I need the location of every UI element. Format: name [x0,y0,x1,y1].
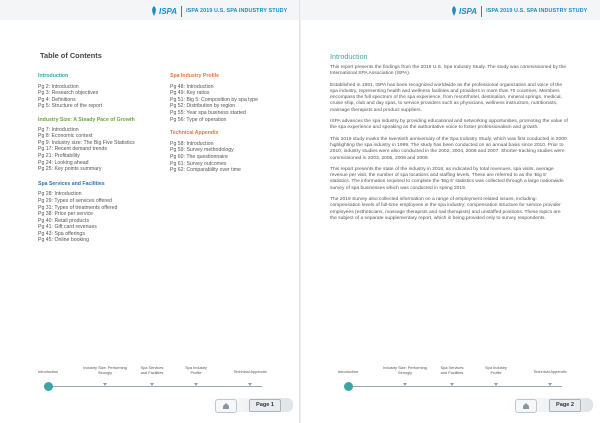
nav-step-introduction[interactable]: Introduction [337,369,359,374]
nav-step-technical-appendix[interactable]: Technical Appendix [233,369,267,374]
header-divider [181,6,182,17]
nav-marker-icon [248,383,252,386]
toc-item[interactable]: Pg 8: Economic context [38,133,93,140]
toc-item[interactable]: Pg 43: Spa offerings [38,230,85,237]
toc-section-heading[interactable]: Technical Appendix [170,130,219,137]
toc-section [38,117,138,173]
study-title: ISPA 2019 U.S. SPA INDUSTRY STUDY [186,8,288,14]
home-button[interactable] [215,399,237,413]
toc-item[interactable]: Pg 45: Online booking [38,237,90,244]
nav-marker-icon [103,383,107,386]
toc-item[interactable]: Pg 41: Gift card revenues [38,224,97,231]
nav-marker-icon [403,383,407,386]
toc-column-2 [170,73,258,174]
nav-timeline-line [48,386,262,387]
toc-title: Table of Contents [40,51,102,60]
ispa-logo [150,6,177,16]
toc-item[interactable]: Pg 40: Retail products [38,217,90,224]
toc-item[interactable]: Pg 61: Survey outcomes [170,160,227,167]
nav-step-industry-size[interactable]: Industry Size: Performing Strongly [383,365,427,375]
toc-item[interactable]: Pg 29: Types of services offered [38,197,112,204]
toc-item[interactable]: Pg 56: Type of operation [170,116,227,123]
toc-column-1 [38,73,138,244]
toc-item[interactable]: Pg 59: Survey methodology [170,147,234,154]
nav-step-technical-appendix[interactable]: Technical Appendix [533,369,567,374]
toc-section [38,73,138,110]
toc-item[interactable]: Pg 9: Industry size: The Big Five Statistics [38,139,135,146]
nav-current-dot [44,382,53,391]
intro-paragraph: This report presents the findings from the 2019 U.S. Spa Industry Study. The study was commissioned by the International SPA Association (ISPA). [330,65,567,77]
nav-step-spa-services[interactable]: Spa Services and Facilities [440,365,464,375]
toc-section-heading[interactable]: Industry Size: A Steady Pace of Growth [38,116,135,123]
intro-body [330,65,568,227]
toc-item[interactable]: Pg 48: Introduction [170,83,214,90]
toc-section [170,73,258,123]
toc-item[interactable]: Pg 62: Comparability over time [170,167,241,174]
header-divider [481,6,482,17]
home-icon [223,403,229,409]
logo-text: ISPA [459,6,478,16]
toc-section-heading[interactable]: Spa Services and Facilities [38,180,105,187]
intro-paragraph: The 2019 Survey also collected information on a range of employment related issues, including: compensation levels of full-time employees in the spa industry; compensation structure for service provider employees (estheticians, massage therapists and nail therapists) and unstaffed positions. These topics are the subject of a separate supplementary report, which is being provided only to survey respondents. [330,197,561,221]
toc-item[interactable]: Pg 5: Structure of the report [38,103,103,110]
ispa-logo-icon [150,6,158,16]
toc-item[interactable]: Pg 28: Introduction [38,191,82,198]
intro-paragraph: This 2019 study marks the twentieth anniversary of the Spa Industry Study, which was first conducted in 2000 highlighting the spa industry in 1999. The study has been conducted on an annual basis since 2010. Prior to 2010, industry studies were also conducted in the 2002, 2004, 2006 and 2007. Shorter-tracking studies were commissioned in 2003, 2005, 2008 and 2009. [330,136,567,161]
ispa-logo-icon [450,6,458,16]
toc-item[interactable]: Pg 58: Introduction [170,140,214,147]
nav-marker-icon [450,383,454,386]
page-right [300,0,600,423]
intro-title: Introduction [330,52,368,61]
intro-paragraph: ISPA advances the spa industry by providing educational and networking opportunities, promoting the value of the spa experience and speaking as the authoritative voice to foster professionalism and growth. [330,119,568,131]
toc-item[interactable]: Pg 31: Types of treatments offered [38,204,118,211]
toc-item[interactable]: Pg 55: Year spa business started [170,109,246,116]
intro-paragraph: Established in 1991, ISPA has been recognized worldwide as the professional organization and voice of the spa industry, representing health and wellness facilities and providers in more than 70 countries. Members encompass the full spectrum of the spa experience, from resort/hotel, destination, mineral springs, medical, cruise ship, club and day spas, to service providers such as physicians, wellness instructors, nutritionists, massage therapists and product suppliers. [330,82,563,113]
page-footer [505,398,595,414]
nav-timeline-line [348,386,562,387]
nav-marker-icon [150,383,154,386]
toc-item[interactable]: Pg 49: Key ratios [170,90,210,97]
nav-marker-icon [548,383,552,386]
nav-marker-icon [194,383,198,386]
nav-marker-icon [494,383,498,386]
toc-item[interactable]: Pg 3: Research objectives [38,90,99,97]
logo-text: ISPA [159,6,178,16]
page-number: Page 1 [249,399,281,412]
nav-step-introduction[interactable]: Introduction [37,369,59,374]
toc-section-heading[interactable]: Spa Industry Profile [170,73,220,79]
ispa-logo [450,6,477,16]
toc-item[interactable]: Pg 21: Profitability [38,152,80,159]
nav-step-spa-services[interactable]: Spa Services and Facilities [140,365,164,375]
page-header [450,3,587,19]
toc-item[interactable]: Pg 24: Looking ahead [38,159,89,166]
toc-item[interactable]: Pg 7: Introduction [38,126,79,133]
nav-step-spa-profile[interactable]: Spa Industry Profile [185,365,207,375]
section-navigation [300,364,600,396]
study-title: ISPA 2019 U.S. SPA INDUSTRY STUDY [486,8,588,14]
nav-step-industry-size[interactable]: Industry Size: Performing Strongly [83,365,127,375]
toc-item[interactable]: Pg 60: The questionnaire [170,153,228,160]
toc-section-heading[interactable]: Introduction [38,73,69,79]
toc-item[interactable]: Pg 2: Introduction [38,83,79,90]
toc-item[interactable]: Pg 17: Recent demand trends [38,146,107,153]
toc-item[interactable]: Pg 51: Big 5: Composition by spa type [170,96,258,103]
home-icon [523,403,529,409]
toc-item[interactable]: Pg 38: Price per service [38,211,94,218]
page-header [150,3,287,19]
section-navigation [0,364,300,396]
intro-paragraph: This report presents the state of the industry in 2018, as indicated by total revenues, spa visits, average revenue per visit, the number of spa locations and staffing levels. These are referred to as the 'Big 5' statistics. The information required to complete the 'Big 5' statistics was collected through a large nationwide survey of spa businesses which was conducted in spring 2019. [330,166,564,191]
toc-section [38,181,138,244]
nav-current-dot [344,382,353,391]
nav-step-spa-profile[interactable]: Spa Industry Profile [485,365,507,375]
toc-item[interactable]: Pg 4: Definitions [38,96,76,103]
home-button[interactable] [515,399,537,413]
toc-item[interactable]: Pg 52: Distribution by region [170,103,236,110]
toc-item[interactable]: Pg 25: Key points summary [38,166,102,173]
page-footer [205,398,295,414]
toc-section [170,130,258,174]
page-number: Page 2 [549,399,581,412]
